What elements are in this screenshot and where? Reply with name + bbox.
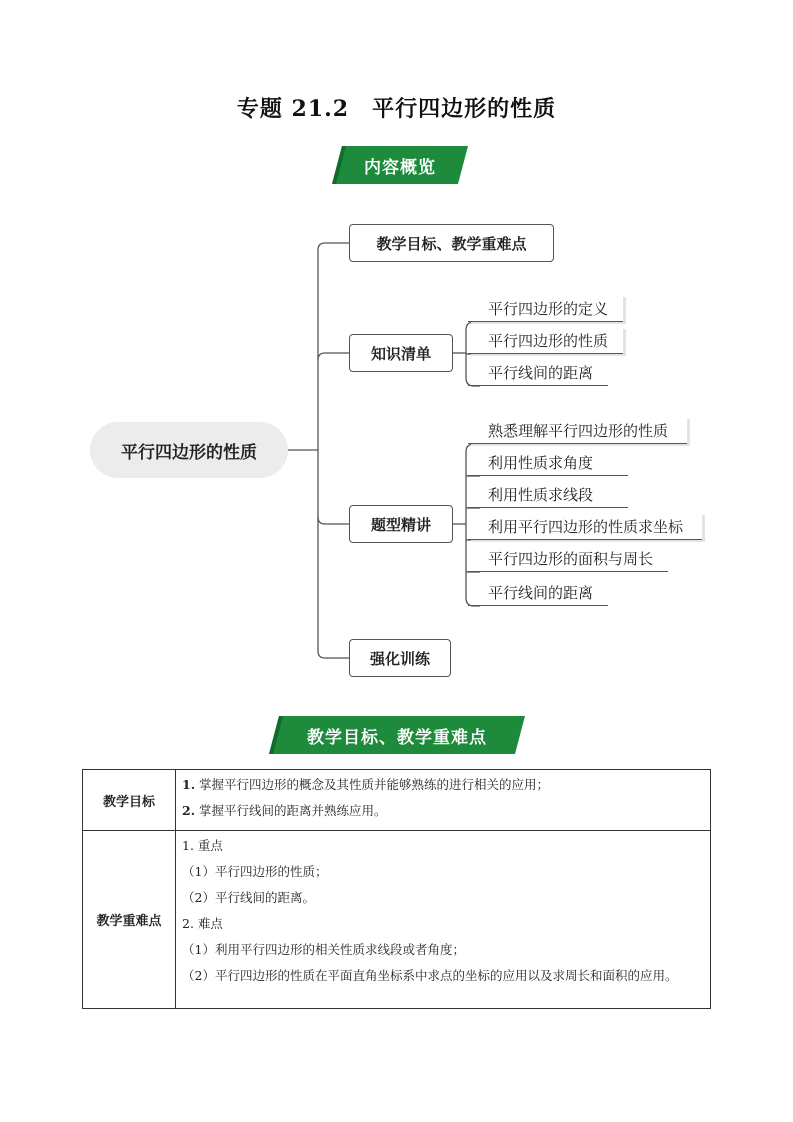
table-line: 1. 掌握平行四边形的概念及其性质并能够熟练的进行相关的应用； bbox=[182, 777, 550, 792]
goals-banner-label: 教学目标、教学重难点 bbox=[307, 727, 487, 748]
table-header-key-points: 教学重难点 bbox=[83, 831, 176, 1009]
table-row bbox=[83, 831, 711, 1009]
mindmap-branch-training: 强化训练 bbox=[349, 639, 451, 677]
mindmap-leaf: 熟悉理解平行四边形的性质 bbox=[468, 419, 687, 444]
page-title: 专题 21.2 平行四边形的性质 bbox=[236, 96, 557, 122]
table-cell-goals bbox=[176, 770, 711, 831]
mindmap-branch-question-types: 题型精讲 bbox=[349, 505, 453, 543]
mindmap-branch-knowledge: 知识清单 bbox=[349, 334, 453, 372]
mindmap-leaf: 平行四边形的性质 bbox=[468, 329, 623, 354]
table-line: 2. 掌握平行线间的距离并熟练应用。 bbox=[182, 803, 387, 818]
table-line: （1）利用平行四边形的相关性质求线段或者角度； bbox=[182, 942, 465, 957]
overview-banner-label: 内容概览 bbox=[364, 157, 436, 178]
table-line: 2. 难点 bbox=[182, 916, 223, 931]
mindmap-leaf: 平行四边形的定义 bbox=[468, 297, 623, 322]
table-line: （2）平行线间的距离。 bbox=[182, 890, 315, 905]
goals-banner bbox=[269, 716, 525, 754]
mindmap-leaf: 平行线间的距离 bbox=[468, 581, 608, 606]
table-line: （1）平行四边形的性质； bbox=[182, 864, 328, 879]
table-header-goals: 教学目标 bbox=[83, 770, 176, 831]
mindmap-leaf: 利用性质求角度 bbox=[468, 451, 628, 476]
table-row bbox=[83, 770, 711, 831]
mindmap-branch-goals: 教学目标、教学重难点 bbox=[349, 224, 554, 262]
table-cell-key-points bbox=[176, 831, 711, 1009]
table-line: 1. 重点 bbox=[182, 838, 223, 853]
table-line: （2）平行四边形的性质在平面直角坐标系中求点的坐标的应用以及求周长和面积的应用。 bbox=[182, 968, 678, 983]
mindmap-leaf: 利用平行四边形的性质求坐标 bbox=[468, 515, 702, 540]
mindmap-leaf: 平行四边形的面积与周长 bbox=[468, 547, 668, 572]
mindmap-leaf: 平行线间的距离 bbox=[468, 361, 608, 386]
mindmap-leaf: 利用性质求线段 bbox=[468, 483, 628, 508]
mindmap-root: 平行四边形的性质 bbox=[90, 422, 288, 478]
goals-table bbox=[82, 769, 711, 1009]
